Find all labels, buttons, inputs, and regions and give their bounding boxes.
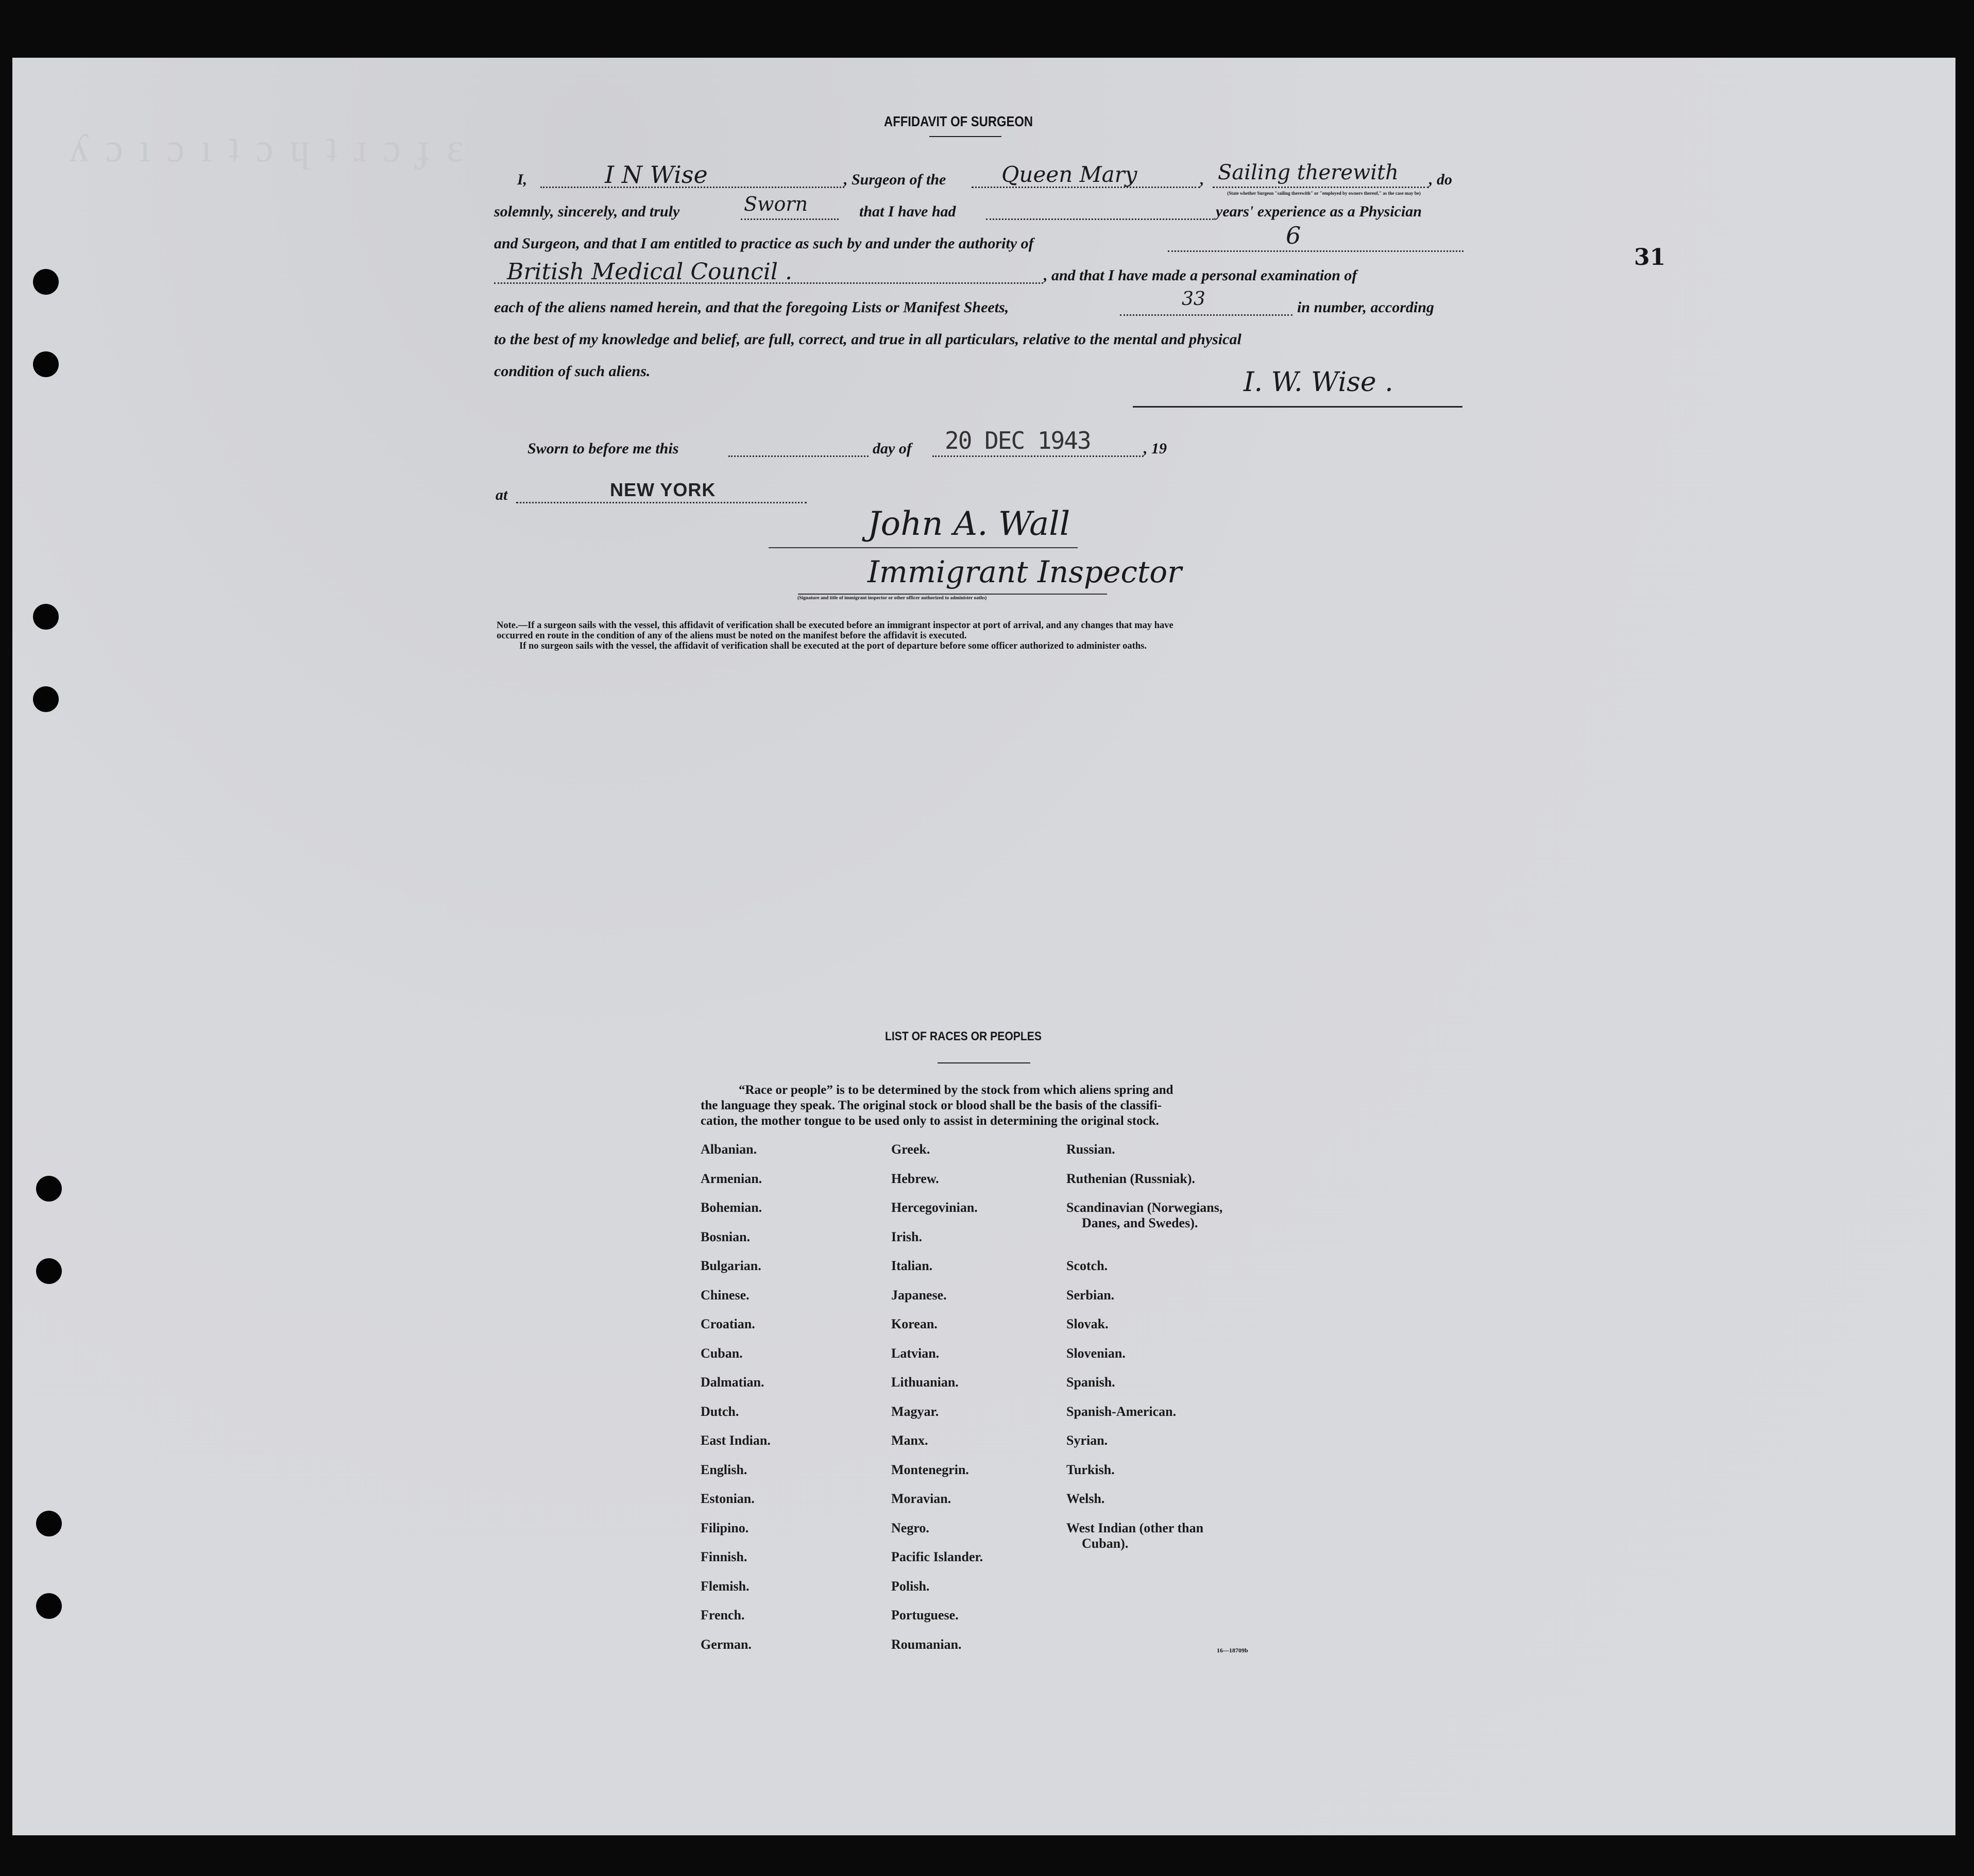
punch-hole [36,1593,62,1619]
that-i-have-had-label: that I have had [859,203,956,220]
race-item: Ruthenian (Russniak). [1066,1171,1195,1186]
races-column-1 [701,1142,771,1666]
blank-date [932,455,1144,457]
race-item: Cuban. [701,1345,743,1361]
date-stamp: 20 DEC 1943 [945,427,1091,454]
race-item: German. [701,1636,752,1652]
race-item: Armenian. [701,1171,762,1186]
race-item: Polish. [891,1578,930,1594]
race-item: Montenegrin. [891,1462,969,1477]
races-intro-3: cation, the mother tongue to be used only to assist in determining the original stock. [701,1114,1159,1128]
place-stamp: NEW YORK [610,479,716,500]
race-item: Finnish. [701,1549,747,1564]
races-intro-2: the language they speak. The original stock or blood shall be the basis of the classifi- [701,1098,1162,1112]
handwritten-years: 6 [1286,222,1301,249]
sworn-label: Sworn to before me this [527,440,679,457]
punch-hole [36,1258,62,1284]
do-label: , do [1429,171,1452,188]
race-item: Spanish. [1066,1375,1115,1390]
punch-hole [36,1511,62,1536]
race-item: Filipino. [701,1520,749,1535]
affidavit-i: I, [517,171,527,188]
punch-hole [33,351,59,377]
race-item: Roumanian. [891,1636,962,1652]
race-item: Serbian. [1066,1287,1115,1303]
race-item: Russian. [1066,1142,1115,1157]
races-title: LIST OF RACES OR PEOPLES [885,1029,1042,1043]
race-item: Welsh. [1066,1491,1105,1506]
race-item: Negro. [891,1520,929,1535]
handwritten-authority: British Medical Council . [507,259,792,285]
race-item: Korean. [891,1316,938,1331]
surgeon-signature: I. W. Wise . [1244,367,1393,398]
race-item: Italian. [891,1258,933,1273]
race-item: French. [701,1608,745,1623]
inspector-title: Immigrant Inspector [867,554,1182,589]
document-sheet [12,58,1955,1835]
race-item: Turkish. [1066,1462,1115,1477]
races-column-2 [891,1142,983,1666]
bleed-through-header: ʎ ɔ ı ɔ ı ʇ ɔ ɥ ʇ ɹ ɔ ɟ ɛ [69,125,467,170]
race-item: Hebrew. [891,1171,939,1186]
note-line-1: Note.—If a surgeon sails with the vessel, this affidavit of verification shall be executed before an immigrant inspector at port of arrival, and any changes that may have [497,620,1173,631]
blank-years [986,218,1214,220]
race-item: Flemish. [701,1578,750,1594]
manifest-sheets-label: each of the aliens named herein, and that the foregoing Lists or Manifest Sheets, [494,299,1009,316]
page-number: 31 [1634,244,1666,271]
race-item: Latvian. [891,1345,940,1361]
blank-capacity [1213,187,1429,188]
handwritten-vessel: Queen Mary [1001,162,1137,187]
title-rule [929,136,1001,137]
examination-label: , and that I have made a personal examination of [1044,267,1357,284]
affidavit-title: AFFIDAVIT OF SURGEON [884,113,1033,129]
punch-hole [33,686,59,712]
handwritten-surgeon-name: I N Wise [605,161,708,189]
race-item: East Indian. [701,1433,771,1448]
surgeon-of-the-label: , Surgeon of the [844,171,946,188]
races-column-3 [1066,1142,1222,1565]
race-item: Bosnian. [701,1229,751,1244]
punch-hole [33,604,59,630]
punch-hole [33,269,59,295]
inspector-line-1 [769,547,1078,548]
inspector-signature: John A. Wall [867,505,1070,543]
race-item: Cuban). [1082,1535,1129,1551]
knowledge-line: to the best of my knowledge and belief, are full, correct, and true in all particulars, relative to the mental and physical [494,331,1241,348]
race-item: Scotch. [1066,1258,1108,1273]
signature-caption: (Signature and title of immigrant inspector or other officer authorized to administer oaths) [797,596,987,601]
at-label: at [496,486,508,503]
blank-sheets [1120,314,1292,316]
race-item: Estonian. [701,1491,755,1506]
race-item: Hercegovinian. [891,1200,978,1215]
year-label: , 19 [1144,440,1167,457]
authority-label: and Surgeon, and that I am entitled to practice as such by and under the authority of [494,235,1034,252]
race-item: Scandinavian (Norwegians, [1066,1200,1223,1215]
race-item: Spanish-American. [1066,1404,1177,1419]
races-intro-1: “Race or people” is to be determined by the stock from which aliens spring and [739,1083,1173,1097]
blank-oath [741,218,839,220]
race-item: English. [701,1462,747,1477]
handwritten-oath: Sworn [744,193,808,215]
race-item: Manx. [891,1433,928,1448]
race-item: Magyar. [891,1404,939,1419]
signature-line [1133,406,1462,408]
race-item: Japanese. [891,1287,947,1303]
race-item: Moravian. [891,1491,951,1506]
race-item: Chinese. [701,1287,750,1303]
handwritten-capacity: Sailing therewith [1218,161,1399,184]
years-experience-label: years' experience as a Physician [1216,203,1422,220]
handwritten-sheets: 33 [1182,289,1205,310]
condition-line: condition of such aliens. [494,363,651,380]
in-number-label: in number, according [1297,299,1434,316]
race-item: Greek. [891,1142,930,1157]
day-of-label: day of [873,440,912,457]
race-item: Lithuanian. [891,1375,959,1390]
race-item: West Indian (other than [1066,1520,1204,1535]
race-item: Dalmatian. [701,1375,764,1390]
comma: , [1200,171,1204,188]
race-item: Slovak. [1066,1316,1109,1331]
race-item: Bulgarian. [701,1258,761,1273]
solemnly-label: solemnly, sincerely, and truly [494,203,680,220]
races-title-rule [938,1062,1030,1063]
race-item: Slovenian. [1066,1345,1126,1361]
race-item: Pacific Islander. [891,1549,983,1564]
punch-hole [36,1176,62,1202]
race-item: Bohemian. [701,1200,762,1215]
race-item: Syrian. [1066,1433,1108,1448]
note-line-3: If no surgeon sails with the vessel, the affidavit of verification shall be executed at the port of departure before some officer authorized to administer oaths. [519,641,1147,651]
race-item: Dutch. [701,1404,739,1419]
race-item: Croatian. [701,1316,755,1331]
inspector-line-2 [798,594,1107,595]
race-item: Danes, and Swedes). [1082,1215,1198,1230]
note-line-2: occurred en route in the condition of any of the aliens must be noted on the manifest before the affidavit is executed. [497,631,967,641]
blank-authority-years [1168,250,1464,252]
capacity-note: (State whether Surgeon "sailing therewith" or "employed by owners thereof," as the case may be) [1227,191,1421,196]
race-item: Irish. [891,1229,922,1244]
race-item: Albanian. [701,1142,757,1157]
blank-day [728,455,869,457]
form-number: 16—18709b [1217,1647,1248,1654]
blank-place [516,502,807,503]
race-item: Portuguese. [891,1608,959,1623]
